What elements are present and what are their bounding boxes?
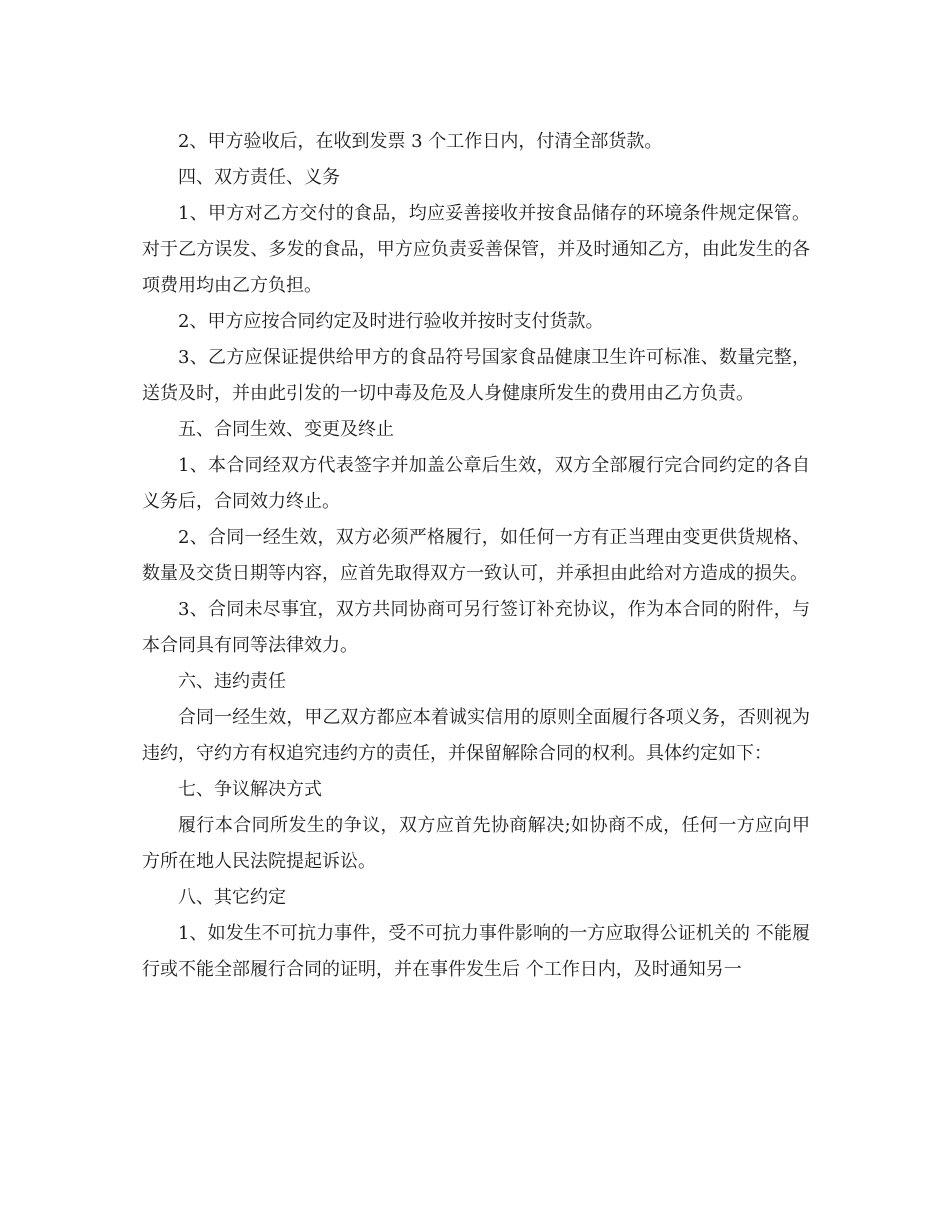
section-heading: 五、合同生效、变更及终止: [178, 419, 394, 440]
clause-paragraph: 合同一经生效，甲乙双方都应本着诚实信用的原则全面履行各项义务，否则视为违约，守约方有权追究违约方的责任，并保留解除合同的权利。具体约定如下：: [142, 707, 810, 764]
clause-paragraph: 2、甲方应按合同约定及时进行验收并按时支付货款。: [178, 311, 604, 332]
clause-paragraph: 1、如发生不可抗力事件，受不可抗力事件影响的一方应取得公证机关的 不能履行或不能全部履行合同的证明，并在事件发生后 个工作日内，及时通知另一: [142, 923, 810, 980]
clause-paragraph: 3、合同未尽事宜，双方共同协商可另行签订补充协议，作为本合同的附件，与本合同具有同等法律效力。: [142, 599, 810, 656]
section-heading: 六、违约责任: [178, 671, 286, 692]
clause-paragraph: 1、本合同经双方代表签字并加盖公章后生效，双方全部履行完合同约定的各自义务后，合同效力终止。: [142, 455, 810, 512]
section-heading: 七、争议解决方式: [178, 779, 322, 800]
section-heading: 四、双方责任、义务: [178, 167, 340, 188]
document-body: [142, 124, 810, 988]
clause-paragraph: 3、乙方应保证提供给甲方的食品符号国家食品健康卫生许可标准、数量完整，送货及时，并由此引发的一切中毒及危及人身健康所发生的费用由乙方负责。: [142, 347, 810, 404]
clause-paragraph: 2、合同一经生效，双方必须严格履行，如任何一方有正当理由变更供货规格、数量及交货日期等内容，应首先取得双方一致认可，并承担由此给对方造成的损失。: [142, 527, 810, 584]
clause-paragraph: 履行本合同所发生的争议，双方应首先协商解决;如协商不成，任何一方应向甲方所在地人民法院提起诉讼。: [142, 815, 810, 872]
clause-paragraph: 2、甲方验收后，在收到发票 3 个工作日内，付清全部货款。: [178, 131, 663, 152]
section-heading: 八、其它约定: [178, 887, 286, 908]
clause-paragraph: 1、甲方对乙方交付的食品，均应妥善接收并按食品储存的环境条件规定保管。对于乙方误发、多发的食品，甲方应负责妥善保管，并及时通知乙方，由此发生的各项费用均由乙方负担。: [142, 203, 810, 296]
